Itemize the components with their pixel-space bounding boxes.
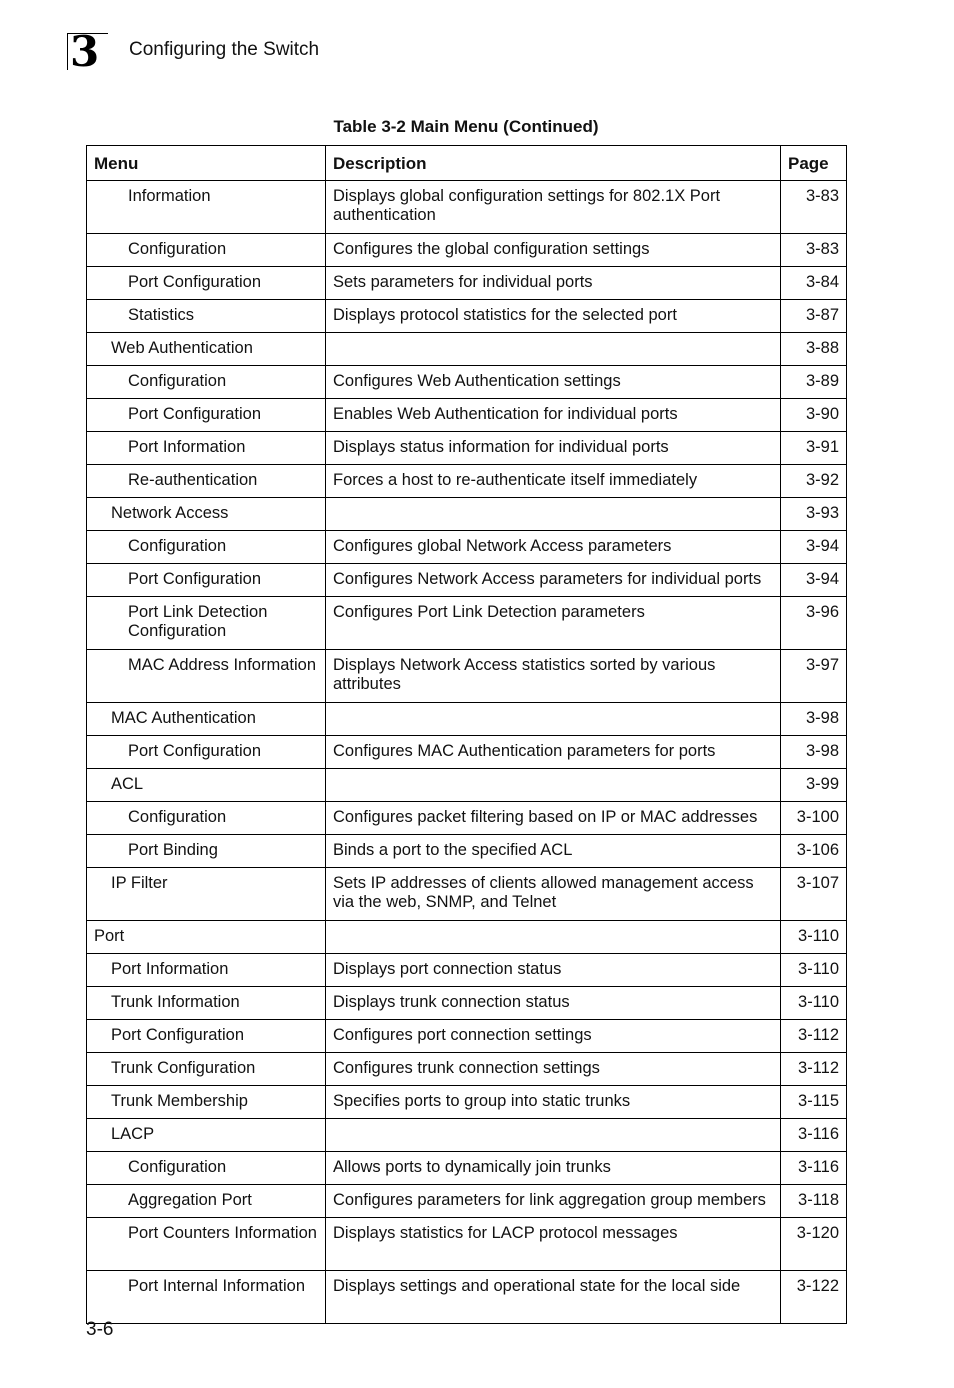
- table-row: [87, 564, 847, 597]
- page-cell: 3-118: [781, 1185, 847, 1218]
- table-row: [87, 868, 847, 921]
- table-row: [87, 234, 847, 267]
- description-cell: Configures port connection settings: [326, 1020, 781, 1053]
- description-cell: Displays statistics for LACP protocol messages: [326, 1218, 781, 1271]
- page-cell: 3-96: [781, 597, 847, 650]
- column-header-menu: Menu: [87, 146, 326, 181]
- page-cell: 3-93: [781, 498, 847, 531]
- page-cell: 3-89: [781, 366, 847, 399]
- page-cell: 3-110: [781, 954, 847, 987]
- page-cell: 3-91: [781, 432, 847, 465]
- menu-cell: Trunk Configuration: [87, 1053, 326, 1086]
- menu-cell: Network Access: [87, 498, 326, 531]
- table-row: [87, 1271, 847, 1324]
- table-row: [87, 954, 847, 987]
- menu-cell: Configuration: [87, 531, 326, 564]
- description-cell: Displays trunk connection status: [326, 987, 781, 1020]
- table-row: [87, 1020, 847, 1053]
- description-cell: Displays global configuration settings for 802.1X Port authentication: [326, 181, 781, 234]
- page-cell: 3-99: [781, 769, 847, 802]
- table-row: [87, 366, 847, 399]
- menu-cell: Port: [87, 921, 326, 954]
- menu-cell: Statistics: [87, 300, 326, 333]
- menu-cell: LACP: [87, 1119, 326, 1152]
- menu-cell: Configuration: [87, 234, 326, 267]
- page-cell: 3-83: [781, 181, 847, 234]
- page-cell: 3-92: [781, 465, 847, 498]
- page-cell: 3-107: [781, 868, 847, 921]
- description-cell: [326, 921, 781, 954]
- description-cell: Displays Network Access statistics sorted by various attributes: [326, 650, 781, 703]
- page-cell: 3-116: [781, 1152, 847, 1185]
- table-row: [87, 703, 847, 736]
- description-cell: Allows ports to dynamically join trunks: [326, 1152, 781, 1185]
- chapter-number: 3: [70, 27, 100, 76]
- table-body: [87, 181, 847, 1324]
- description-cell: Configures packet filtering based on IP or MAC addresses: [326, 802, 781, 835]
- page-cell: 3-88: [781, 333, 847, 366]
- description-cell: Configures MAC Authentication parameters for ports: [326, 736, 781, 769]
- menu-cell: Re-authentication: [87, 465, 326, 498]
- chapter-title: Configuring the Switch: [129, 39, 320, 60]
- page-cell: 3-90: [781, 399, 847, 432]
- table-row: [87, 921, 847, 954]
- description-cell: Displays protocol statistics for the selected port: [326, 300, 781, 333]
- table-row: [87, 498, 847, 531]
- menu-cell: Port Configuration: [87, 267, 326, 300]
- page-cell: 3-115: [781, 1086, 847, 1119]
- page-cell: 3-94: [781, 531, 847, 564]
- description-cell: [326, 498, 781, 531]
- menu-cell: Port Binding: [87, 835, 326, 868]
- table-row: [87, 802, 847, 835]
- menu-cell: Port Configuration: [87, 1020, 326, 1053]
- page-cell: 3-100: [781, 802, 847, 835]
- description-cell: Displays settings and operational state for the local side: [326, 1271, 781, 1324]
- menu-cell: IP Filter: [87, 868, 326, 921]
- description-cell: Configures Network Access parameters for individual ports: [326, 564, 781, 597]
- table-row: [87, 769, 847, 802]
- column-header-page: Page: [781, 146, 847, 181]
- description-cell: [326, 1119, 781, 1152]
- page-cell: 3-106: [781, 835, 847, 868]
- page-number: 3-6: [86, 1319, 114, 1340]
- menu-cell: Aggregation Port: [87, 1185, 326, 1218]
- description-cell: Configures Port Link Detection parameters: [326, 597, 781, 650]
- menu-cell: Port Configuration: [87, 736, 326, 769]
- table-row: [87, 399, 847, 432]
- table-row: [87, 835, 847, 868]
- page-cell: 3-112: [781, 1053, 847, 1086]
- description-cell: [326, 703, 781, 736]
- table-header-row: [87, 146, 847, 181]
- menu-cell: Port Information: [87, 954, 326, 987]
- page-cell: 3-83: [781, 234, 847, 267]
- table-row: [87, 300, 847, 333]
- main-menu-table: [86, 145, 847, 1324]
- page-cell: 3-87: [781, 300, 847, 333]
- table-row: [87, 597, 847, 650]
- page-cell: 3-116: [781, 1119, 847, 1152]
- page-cell: 3-98: [781, 736, 847, 769]
- menu-cell: Configuration: [87, 366, 326, 399]
- menu-cell: Configuration: [87, 802, 326, 835]
- menu-cell: Port Configuration: [87, 399, 326, 432]
- table-row: [87, 650, 847, 703]
- table-row: [87, 465, 847, 498]
- table-row: [87, 736, 847, 769]
- table-caption: Table 3-2 Main Menu (Continued): [333, 117, 599, 136]
- menu-cell: MAC Address Information: [87, 650, 326, 703]
- table-row: [87, 1218, 847, 1271]
- page-cell: 3-97: [781, 650, 847, 703]
- menu-cell: Port Internal Information: [87, 1271, 326, 1324]
- description-cell: Configures global Network Access parameters: [326, 531, 781, 564]
- page-cell: 3-112: [781, 1020, 847, 1053]
- menu-cell: Port Information: [87, 432, 326, 465]
- table-row: [87, 1086, 847, 1119]
- page-cell: 3-110: [781, 921, 847, 954]
- table-row: [87, 267, 847, 300]
- menu-cell: Port Counters Information: [87, 1218, 326, 1271]
- table-row: [87, 1119, 847, 1152]
- menu-cell: Trunk Information: [87, 987, 326, 1020]
- page-cell: 3-84: [781, 267, 847, 300]
- menu-cell: MAC Authentication: [87, 703, 326, 736]
- page-cell: 3-122: [781, 1271, 847, 1324]
- description-cell: Displays status information for individual ports: [326, 432, 781, 465]
- menu-cell: ACL: [87, 769, 326, 802]
- table-row: [87, 432, 847, 465]
- description-cell: [326, 769, 781, 802]
- menu-cell: Port Link Detection Configuration: [87, 597, 326, 650]
- description-cell: Sets parameters for individual ports: [326, 267, 781, 300]
- chapter-badge: [67, 27, 108, 76]
- table-row: [87, 1185, 847, 1218]
- description-cell: Configures the global configuration settings: [326, 234, 781, 267]
- description-cell: [326, 333, 781, 366]
- menu-cell: Trunk Membership: [87, 1086, 326, 1119]
- page-cell: 3-120: [781, 1218, 847, 1271]
- column-header-description: Description: [326, 146, 781, 181]
- page-cell: 3-110: [781, 987, 847, 1020]
- page-cell: 3-98: [781, 703, 847, 736]
- description-cell: Binds a port to the specified ACL: [326, 835, 781, 868]
- description-cell: Enables Web Authentication for individual ports: [326, 399, 781, 432]
- description-cell: Configures Web Authentication settings: [326, 366, 781, 399]
- table-row: [87, 333, 847, 366]
- table-row: [87, 531, 847, 564]
- table-row: [87, 1053, 847, 1086]
- description-cell: Configures trunk connection settings: [326, 1053, 781, 1086]
- menu-cell: Configuration: [87, 1152, 326, 1185]
- menu-cell: Web Authentication: [87, 333, 326, 366]
- table-row: [87, 987, 847, 1020]
- description-cell: Displays port connection status: [326, 954, 781, 987]
- description-cell: Forces a host to re-authenticate itself immediately: [326, 465, 781, 498]
- table-row: [87, 181, 847, 234]
- table-row: [87, 1152, 847, 1185]
- menu-cell: Information: [87, 181, 326, 234]
- description-cell: Specifies ports to group into static trunks: [326, 1086, 781, 1119]
- description-cell: Sets IP addresses of clients allowed management access via the web, SNMP, and Telnet: [326, 868, 781, 921]
- description-cell: Configures parameters for link aggregation group members: [326, 1185, 781, 1218]
- menu-cell: Port Configuration: [87, 564, 326, 597]
- page-cell: 3-94: [781, 564, 847, 597]
